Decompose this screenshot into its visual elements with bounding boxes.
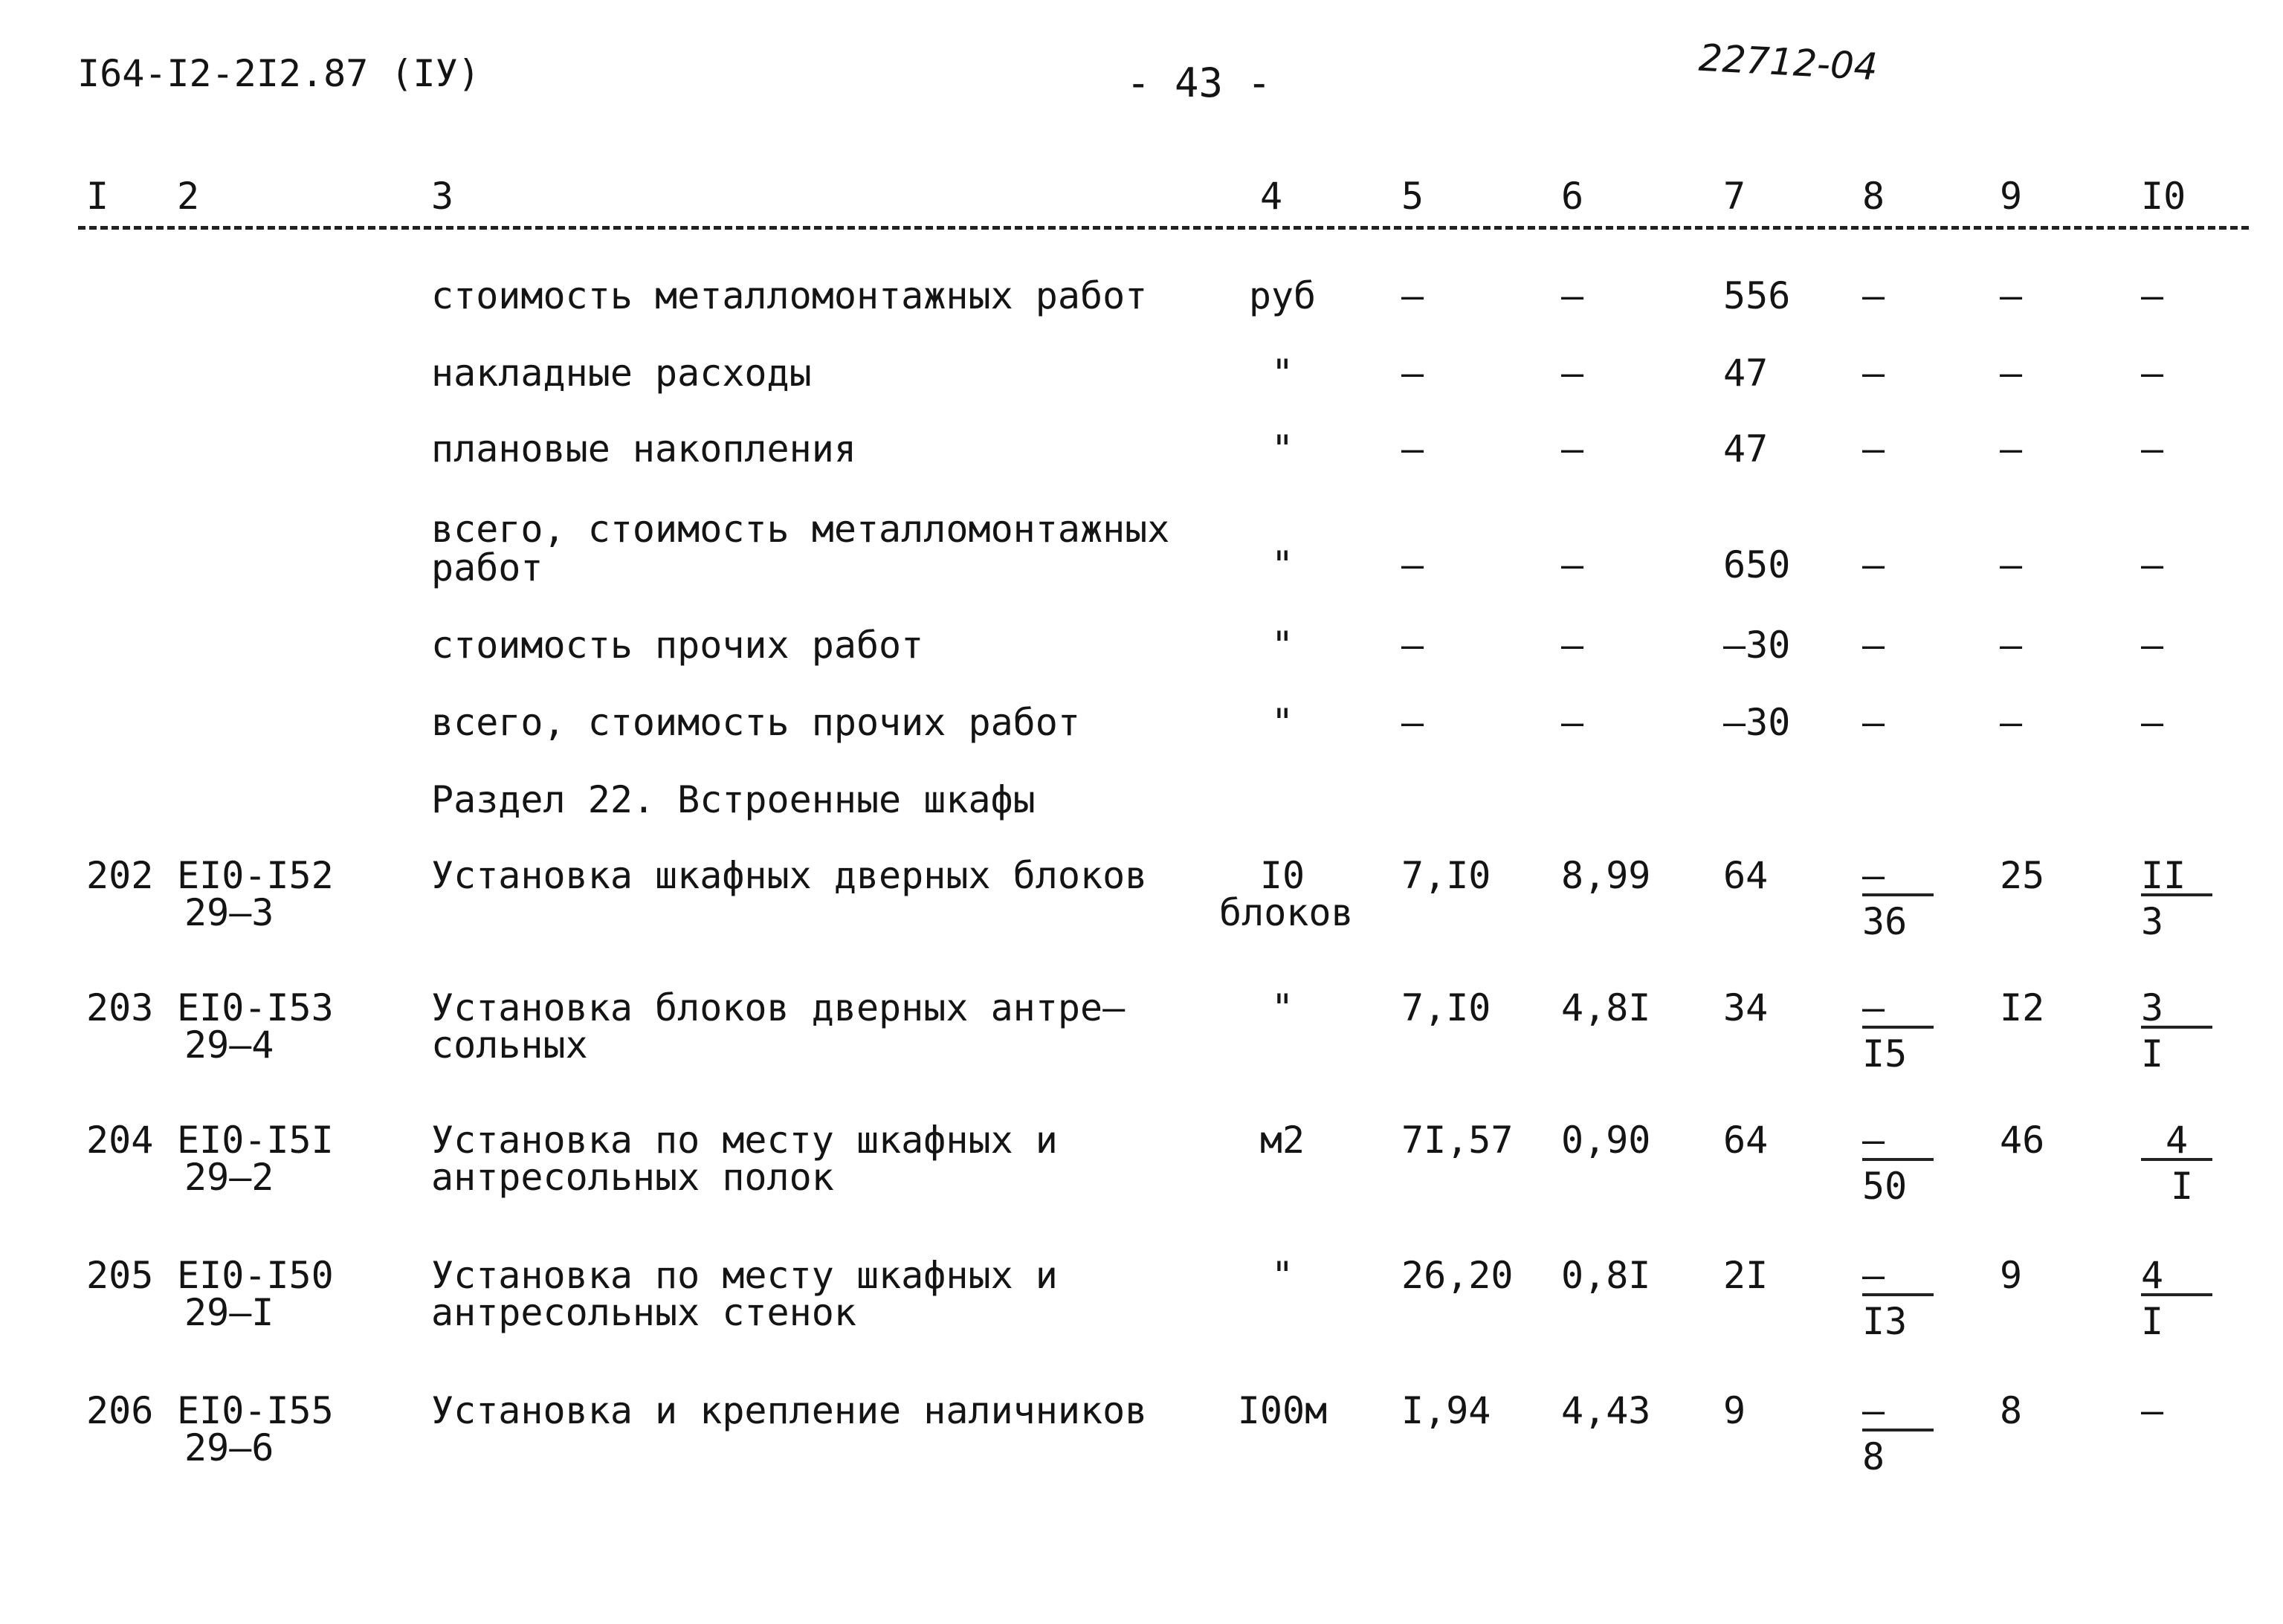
row-unit: " <box>1270 624 1294 667</box>
item-col8-fraction <box>1862 986 1944 1075</box>
row-col10: – <box>2141 274 2164 317</box>
item-col6: 8,99 <box>1561 854 1651 897</box>
item-col6: 0,90 <box>1561 1119 1651 1162</box>
item-col6: 4,43 <box>1561 1389 1651 1432</box>
item-col10-fraction <box>2141 856 2223 941</box>
item-unit: " <box>1270 986 1294 1029</box>
row-description-continued: работ <box>431 546 543 589</box>
row-col10: – <box>2141 543 2164 586</box>
row-col8: – <box>1862 624 1885 667</box>
row-col8: – <box>1862 274 1885 317</box>
fraction-numerator: – <box>1862 1391 1934 1431</box>
fraction-denominator: 3 <box>2141 900 2164 943</box>
column-header-5: 5 <box>1401 175 1424 218</box>
column-header-4: 4 <box>1260 175 1283 218</box>
item-col8-fraction <box>1862 1391 1944 1476</box>
item-col10-fraction <box>2141 1121 2223 1206</box>
fraction-denominator: I5 <box>1862 1032 1908 1075</box>
item-col5: 7,I0 <box>1401 986 1491 1029</box>
item-number: 202 <box>86 854 154 897</box>
item-col10-fraction <box>2141 1256 2223 1341</box>
row-col6: – <box>1561 543 1584 586</box>
row-col9: – <box>2000 352 2023 395</box>
row-col8: – <box>1862 352 1885 395</box>
item-col8-fraction <box>1862 1256 1944 1341</box>
row-unit: " <box>1270 352 1294 395</box>
fraction-numerator: – <box>1862 1121 1934 1161</box>
item-name: Установка блоков дверных антре– <box>431 986 1126 1029</box>
item-col5: 7I,57 <box>1401 1119 1514 1162</box>
item-unit: м2 <box>1259 1119 1305 1162</box>
row-col9: – <box>2000 701 2023 744</box>
item-unit: I00м <box>1237 1389 1328 1432</box>
row-description: накладные расходы <box>431 352 812 395</box>
item-unit-sub: блоков <box>1219 891 1354 934</box>
item-number: 204 <box>86 1119 154 1162</box>
row-unit: " <box>1270 427 1294 470</box>
row-col10: – <box>2141 701 2164 744</box>
column-header-3: 3 <box>431 175 454 218</box>
item-col7: 64 <box>1723 1119 1769 1162</box>
row-col6: – <box>1561 352 1584 395</box>
item-col6: 0,8I <box>1561 1254 1651 1297</box>
row-col6: – <box>1561 427 1584 470</box>
row-col8: – <box>1862 543 1885 586</box>
item-unit: I0 <box>1259 854 1305 897</box>
item-col8-fraction <box>1862 1121 1944 1206</box>
column-header-2: 2 <box>177 175 200 218</box>
column-header-6: 6 <box>1561 175 1584 218</box>
fraction-numerator: 4 <box>2141 1256 2212 1296</box>
fraction-numerator: – <box>1862 989 1934 1029</box>
item-code-sub: 29–I <box>184 1291 274 1334</box>
item-number: 206 <box>86 1389 154 1432</box>
fraction-denominator: I <box>2141 1300 2164 1343</box>
row-col7: –30 <box>1723 624 1791 667</box>
item-col7: 34 <box>1723 986 1769 1029</box>
row-description: всего, стоимость металломонтажных <box>431 508 1170 551</box>
item-code: EI0-I52 <box>177 854 334 897</box>
row-description: плановые накопления <box>431 427 856 470</box>
item-number: 205 <box>86 1254 154 1297</box>
item-name: Установка шкафных дверных блоков <box>431 854 1148 897</box>
column-header-1: I <box>86 175 109 218</box>
item-unit: " <box>1270 1254 1294 1297</box>
item-col10-fraction <box>2141 986 2223 1075</box>
handwritten-stamp: 22712-04 <box>1697 36 1879 89</box>
column-header-8: 8 <box>1862 175 1885 218</box>
row-unit: руб <box>1248 274 1317 317</box>
item-col8-fraction <box>1862 856 1944 941</box>
item-col5: I,94 <box>1401 1389 1491 1432</box>
row-col5: – <box>1401 701 1424 744</box>
row-col6: – <box>1561 624 1584 667</box>
item-name: Установка по месту шкафных и <box>431 1254 1058 1297</box>
row-unit: " <box>1270 543 1294 586</box>
fraction-denominator: I <box>2170 1165 2194 1208</box>
item-code-sub: 29–4 <box>184 1023 274 1067</box>
fraction-denominator: 36 <box>1862 900 1908 943</box>
item-code-sub: 29–2 <box>184 1156 274 1199</box>
row-col7: 650 <box>1723 543 1791 586</box>
item-code: EI0-I50 <box>177 1254 334 1297</box>
item-name: Установка и крепление наличников <box>431 1389 1148 1432</box>
row-col9: – <box>2000 274 2023 317</box>
item-code-sub: 29–6 <box>184 1426 274 1469</box>
fraction-denominator: I <box>2141 1032 2164 1075</box>
row-col7: –30 <box>1723 701 1791 744</box>
fraction-numerator: – <box>1862 1256 1934 1296</box>
column-header-10: I0 <box>2141 175 2186 218</box>
row-col9: – <box>2000 543 2023 586</box>
item-col6: 4,8I <box>1561 986 1651 1029</box>
item-code: EI0-I53 <box>177 986 334 1029</box>
section-title: Раздел 22. Встроенные шкафы <box>431 778 1036 821</box>
item-number: 203 <box>86 986 154 1029</box>
item-code-sub: 29–3 <box>184 891 274 934</box>
item-col5: 26,20 <box>1401 1254 1514 1297</box>
item-name-continued: сольных <box>431 1023 588 1067</box>
item-col9: 9 <box>2000 1254 2023 1297</box>
item-name: Установка по месту шкафных и <box>431 1119 1058 1162</box>
item-col9: 8 <box>2000 1389 2023 1432</box>
header-divider <box>78 226 2249 230</box>
row-col9: – <box>2000 624 2023 667</box>
row-col7: 47 <box>1723 352 1769 395</box>
fraction-denominator: 8 <box>1862 1435 1885 1478</box>
row-col10: – <box>2141 427 2164 470</box>
item-col9: 46 <box>2000 1119 2045 1162</box>
item-col7: 2I <box>1723 1254 1769 1297</box>
row-col10: – <box>2141 624 2164 667</box>
fraction-numerator: 3 <box>2141 989 2212 1029</box>
fraction-denominator: 50 <box>1862 1165 1908 1208</box>
row-col5: – <box>1401 624 1424 667</box>
fraction-numerator: 4 <box>2141 1121 2212 1161</box>
row-col5: – <box>1401 427 1424 470</box>
row-description: стоимость металломонтажных работ <box>431 274 1148 317</box>
item-col7: 9 <box>1723 1389 1746 1432</box>
row-col6: – <box>1561 274 1584 317</box>
row-col5: – <box>1401 543 1424 586</box>
item-col9: 25 <box>2000 854 2045 897</box>
item-name-continued: антресольных полок <box>431 1156 834 1199</box>
row-description: стоимость прочих работ <box>431 624 924 667</box>
fraction-numerator: II <box>2141 856 2212 896</box>
row-col10: – <box>2141 352 2164 395</box>
row-unit: " <box>1270 701 1294 744</box>
fraction-denominator: I3 <box>1862 1300 1908 1343</box>
row-col7: 47 <box>1723 427 1769 470</box>
row-col5: – <box>1401 274 1424 317</box>
item-name-continued: антресольных стенок <box>431 1291 856 1334</box>
column-header-7: 7 <box>1723 175 1746 218</box>
row-col7: 556 <box>1723 274 1791 317</box>
row-col8: – <box>1862 427 1885 470</box>
row-col9: – <box>2000 427 2023 470</box>
item-col9: I2 <box>2000 986 2045 1029</box>
row-col5: – <box>1401 352 1424 395</box>
page-number: - 43 - <box>1126 59 1272 106</box>
item-col10: – <box>2141 1389 2164 1432</box>
fraction-numerator: – <box>1862 856 1934 896</box>
item-code: EI0-I5I <box>177 1119 334 1162</box>
row-col6: – <box>1561 701 1584 744</box>
item-col7: 64 <box>1723 854 1769 897</box>
row-col8: – <box>1862 701 1885 744</box>
item-code: EI0-I55 <box>177 1389 334 1432</box>
document-code: I64-I2-2I2.87 (IУ) <box>77 52 480 95</box>
column-header-9: 9 <box>2000 175 2023 218</box>
row-description: всего, стоимость прочих работ <box>431 701 1080 744</box>
item-col5: 7,I0 <box>1401 854 1491 897</box>
